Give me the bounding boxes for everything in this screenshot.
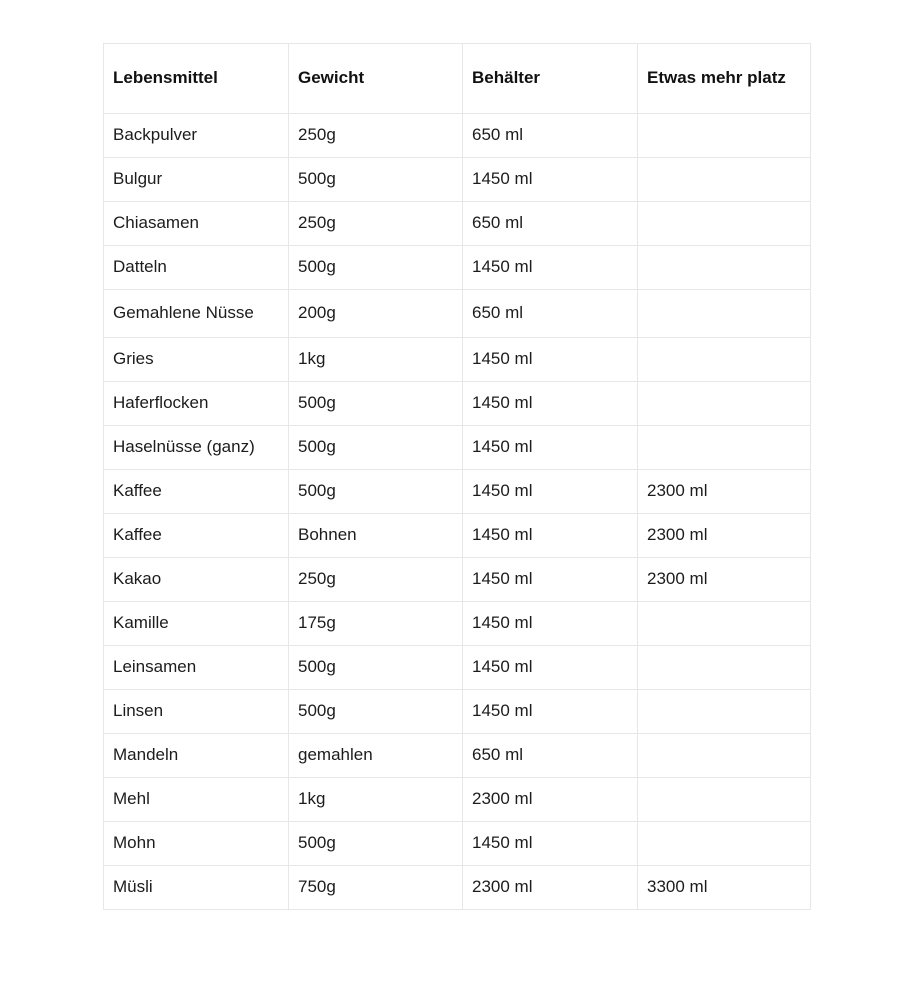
column-header: Lebensmittel <box>104 44 289 114</box>
table-cell <box>638 646 811 690</box>
table-cell: Kaffee <box>104 514 289 558</box>
table-cell: 2300 ml <box>638 470 811 514</box>
table-row <box>104 158 811 202</box>
table-row <box>104 338 811 382</box>
table-cell: 1450 ml <box>463 822 638 866</box>
table-cell <box>638 382 811 426</box>
table-cell: 1450 ml <box>463 514 638 558</box>
table-cell <box>638 690 811 734</box>
column-header: Behälter <box>463 44 638 114</box>
table-row <box>104 382 811 426</box>
table-cell: 1450 ml <box>463 338 638 382</box>
table-cell: 1450 ml <box>463 382 638 426</box>
table-cell: 500g <box>289 690 463 734</box>
table-cell: 650 ml <box>463 734 638 778</box>
table-cell: 200g <box>289 290 463 338</box>
table-cell: Chiasamen <box>104 202 289 246</box>
table-cell <box>638 338 811 382</box>
table-cell: 1450 ml <box>463 470 638 514</box>
table-cell: Kaffee <box>104 470 289 514</box>
table-cell: Kamille <box>104 602 289 646</box>
table-cell: 1450 ml <box>463 158 638 202</box>
table-cell: 1450 ml <box>463 690 638 734</box>
table-cell <box>638 290 811 338</box>
table-cell: gemahlen <box>289 734 463 778</box>
table-row <box>104 114 811 158</box>
table-cell <box>638 202 811 246</box>
table-cell: 500g <box>289 246 463 290</box>
table-cell: Linsen <box>104 690 289 734</box>
table-cell: 1450 ml <box>463 246 638 290</box>
table-cell: 500g <box>289 470 463 514</box>
table-cell: Gemahlene Nüsse <box>104 290 289 338</box>
table-row <box>104 602 811 646</box>
table-cell <box>638 426 811 470</box>
table-row <box>104 778 811 822</box>
table-cell: 250g <box>289 114 463 158</box>
food-storage-table-container <box>103 43 811 910</box>
table-cell: Mehl <box>104 778 289 822</box>
table-cell: Haferflocken <box>104 382 289 426</box>
table-row <box>104 822 811 866</box>
table-cell: Mandeln <box>104 734 289 778</box>
column-header: Etwas mehr platz <box>638 44 811 114</box>
table-cell <box>638 246 811 290</box>
table-cell: Gries <box>104 338 289 382</box>
table-cell: Backpulver <box>104 114 289 158</box>
column-header: Gewicht <box>289 44 463 114</box>
table-cell: 2300 ml <box>638 514 811 558</box>
table-row <box>104 290 811 338</box>
table-cell: 750g <box>289 866 463 910</box>
table-cell: 500g <box>289 426 463 470</box>
table-cell: 1450 ml <box>463 558 638 602</box>
table-cell <box>638 778 811 822</box>
table-cell: Haselnüsse (ganz) <box>104 426 289 470</box>
table-row <box>104 470 811 514</box>
table-cell: 3300 ml <box>638 866 811 910</box>
table-row <box>104 246 811 290</box>
table-cell: 2300 ml <box>638 558 811 602</box>
table-row <box>104 558 811 602</box>
table-cell: 1450 ml <box>463 602 638 646</box>
table-cell: 650 ml <box>463 290 638 338</box>
table-cell: 2300 ml <box>463 778 638 822</box>
table-cell: Kakao <box>104 558 289 602</box>
table-row <box>104 690 811 734</box>
table-cell: 500g <box>289 646 463 690</box>
table-cell <box>638 822 811 866</box>
table-header-row <box>104 44 811 114</box>
table-cell: 500g <box>289 822 463 866</box>
table-cell: Bohnen <box>289 514 463 558</box>
table-cell: 500g <box>289 382 463 426</box>
table-cell: 250g <box>289 202 463 246</box>
table-cell: 500g <box>289 158 463 202</box>
table-row <box>104 202 811 246</box>
table-cell: 1kg <box>289 338 463 382</box>
table-row <box>104 866 811 910</box>
table-cell: 1450 ml <box>463 426 638 470</box>
table-cell: 1kg <box>289 778 463 822</box>
table-cell <box>638 602 811 646</box>
table-cell <box>638 114 811 158</box>
food-storage-table <box>103 43 811 910</box>
table-cell: 1450 ml <box>463 646 638 690</box>
table-cell: Mohn <box>104 822 289 866</box>
table-cell: 2300 ml <box>463 866 638 910</box>
table-cell <box>638 158 811 202</box>
table-cell: Leinsamen <box>104 646 289 690</box>
table-body <box>104 114 811 910</box>
table-cell <box>638 734 811 778</box>
table-cell: Bulgur <box>104 158 289 202</box>
table-cell: 650 ml <box>463 202 638 246</box>
table-row <box>104 734 811 778</box>
table-cell: Datteln <box>104 246 289 290</box>
table-row <box>104 426 811 470</box>
table-row <box>104 646 811 690</box>
table-row <box>104 514 811 558</box>
table-cell: 250g <box>289 558 463 602</box>
table-cell: 175g <box>289 602 463 646</box>
table-cell: 650 ml <box>463 114 638 158</box>
table-cell: Müsli <box>104 866 289 910</box>
